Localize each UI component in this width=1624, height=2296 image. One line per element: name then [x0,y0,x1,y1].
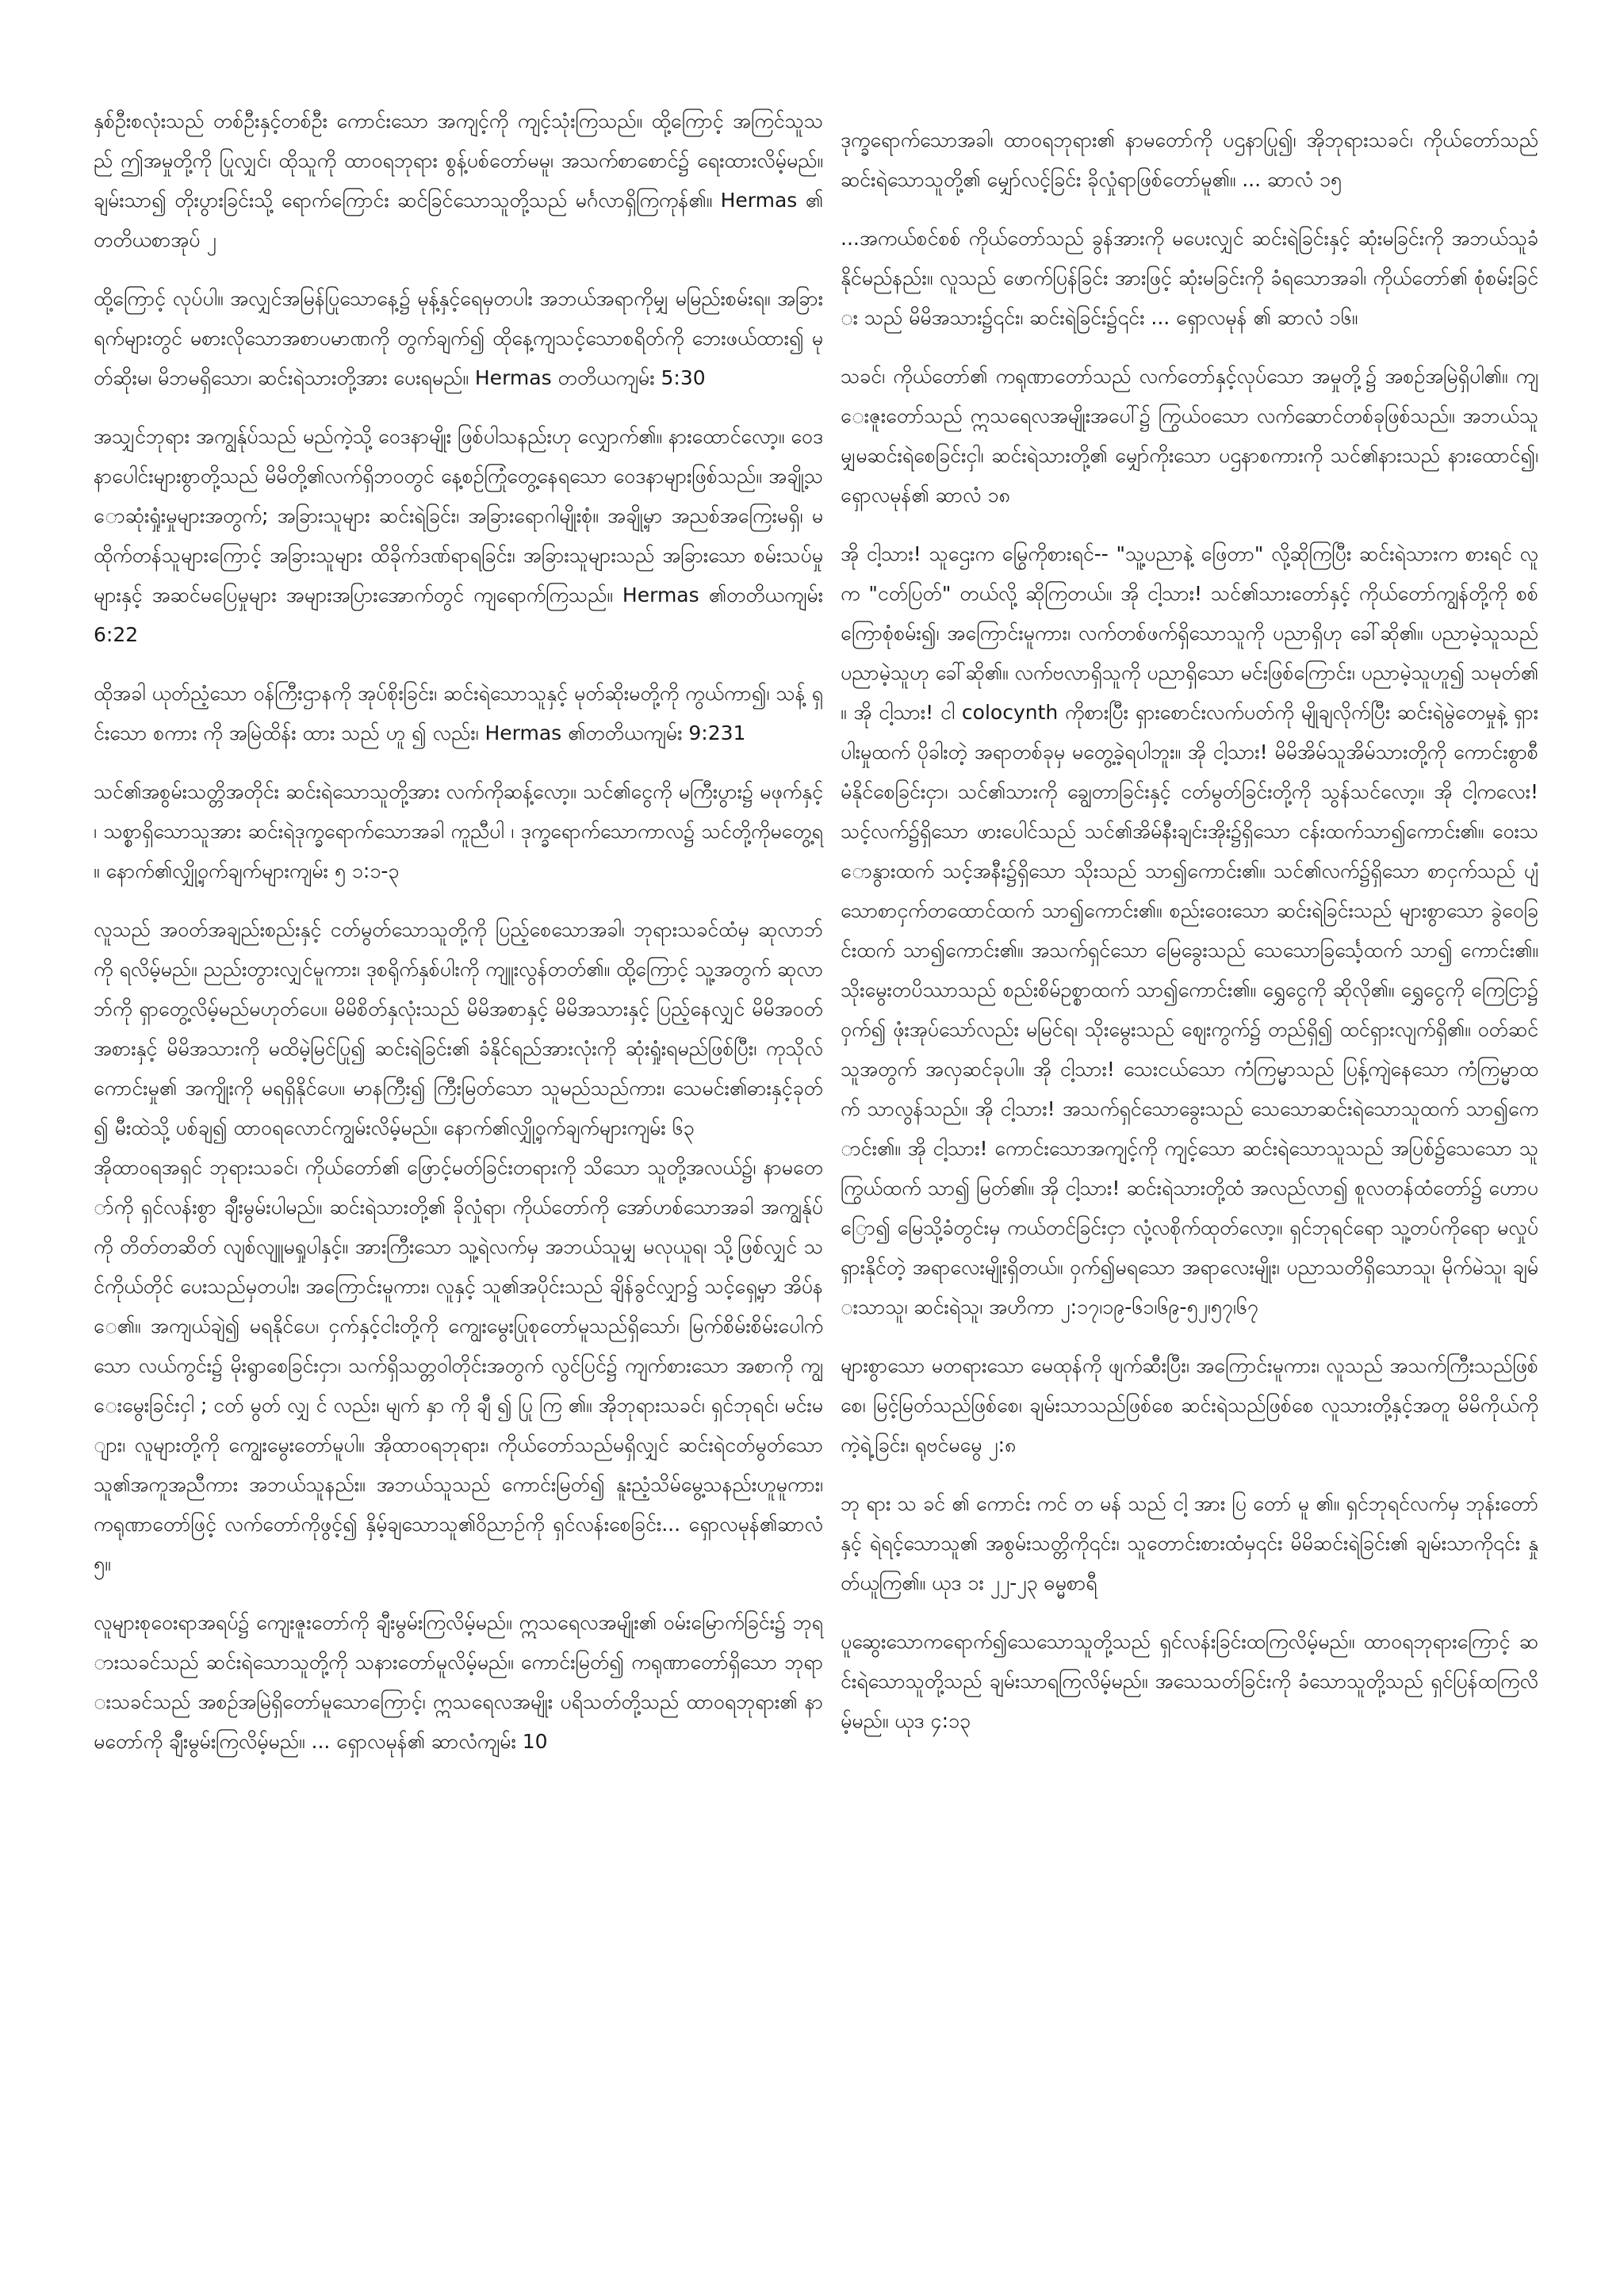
paragraph: သခင်၊ ကိုယ်တော်၏ ကရုဏာတော်သည် လက်တော်နှင့်လုပ်သော အမှုတို့၌ အစဉ်အမြဲရှိပါ၏။ ကျေးဇူးတော်သည် ဣသရေလအမျိုးအပေါ်၌ ကြွယ်ဝသော လက်ဆောင်တစ်ခုဖြစ်သည်။ အဘယ်သူမျှမဆင်းရဲစေခြင်းငှါ၊ ဆင်းရဲသားတို့၏ မျှော်ကိုးသော ပဌနာစကားကို သင်၏နားသည် နားထောင်၍၊ ရှောလမုန်၏ ဆာလံ ၁၈ [841,365,1545,507]
paragraph: နှစ်ဦးစလုံးသည် တစ်ဦးနှင့်တစ်ဦး ကောင်းသော အကျင့်ကို ကျင့်သုံးကြသည်။ ထို့ကြောင့် အကြင်သူသည် ဤအမှုတို့ကို ပြုလျှင်၊ ထိုသူကို ထာဝရဘုရား စွန့်ပစ်တော်မမူ၊ အသက်စာစောင်၌ ရေးထားလိမ့်မည်။ ချမ်းသာ၍ တိုးပွားခြင်းသို့ ရောက်ကြောင်း ဆင်ခြင်သောသူတို့သည် မင်္ဂလာရှိကြကုန်၏။ Hermas ၏တတိယစာအုပ် ၂ [94,109,829,251]
left-column [94,101,829,1781]
paragraph: လူသည် အဝတ်အချည်းစည်းနှင့် ငတ်မွတ်သောသူတို့ကို ပြည့်စေသောအခါ၊ ဘုရားသခင်ထံမှ ဆုလာဘ်ကို ရလိမ့်မည်။ ညည်းတွားလျှင်မူကား၊ ဒုစရိုက်နှစ်ပါးကို ကျူးလွန်တတ်၏။ ထို့ကြောင့် သူ့အတွက် ဆုလာဘ်ကို ရှာတွေ့လိမ့်မည်မဟုတ်ပေ။ မိမိစိတ်နှလုံးသည် မိမိအစာနှင့် မိမိအသားနှင့် ပြည့်နေလျှင် မိမိအဝတ်အစားနှင့် မိမိအသားကို မထိမဲ့မြင်ပြု၍ ဆင်းရဲခြင်း၏ ခံနိုင်ရည်အားလုံးကို ဆုံးရှုံးရမည်ဖြစ်ပြီး၊ ကုသိုလ်ကောင်းမှု၏ အကျိုးကို မရရှိနိုင်ပေ။ မာနကြီး၍ ကြီးမြတ်သော သူမည်သည်ကား၊ သေမင်း၏ဓားနှင့်ခုတ်၍ မီးထဲသို့ ပစ်ချ၍ ထာဝရလောင်ကျွမ်းလိမ့်မည်။ နောက်၏လျှို့ဝှက်ချက်များကျမ်း ၆၃ [94,918,823,1139]
paragraph: အသျှင်ဘုရား အကျွန်ုပ်သည် မည်ကဲ့သို့ ဝေဒနာမျိုး ဖြစ်ပါသနည်းဟု လျှောက်၏။ နားထောင်လော့။ ဝေဒနာပေါင်းများစွာတို့သည် မိမိတို့၏လက်ရှိဘဝတွင် နေ့စဉ်ကြုံတွေ့နေရသော ဝေဒနာများဖြစ်သည်။ အချို့သောဆုံးရှုံးမှုများအတွက်; အခြားသူများ ဆင်းရဲခြင်း၊ အခြားရောဂါမျိုးစုံ။ အချို့မှာ အညစ်အကြေးမရှိ၊ မထိုက်တန်သူများကြောင့် အခြားသူများ ထိခိုက်ဒဏ်ရာရခြင်း၊ အခြားသူများသည် အခြားသော စမ်းသပ်မှုများနှင့် အဆင်မပြေမှုများ အများအပြားအောက်တွင် ကျရောက်ကြသည်။ Hermas ၏တတိယကျမ်း 6:22 [94,425,829,646]
paragraph: များစွာသော မတရားသော မေထုန်ကို ဖျက်ဆီးပြီး၊ အကြောင်းမူကား၊ လူသည် အသက်ကြီးသည်ဖြစ်စေ၊ မြင့်မြတ်သည်ဖြစ်စေ၊ ချမ်းသာသည်ဖြစ်စေ ဆင်းရဲသည်ဖြစ်စေ လူသားတို့နှင့်အတူ မိမိကိုယ်ကို ကဲ့ရဲ့ခြင်း၊ ရုဗင်မမွေ ၂:၈ [841,1354,1545,1456]
paragraph: အိုထာဝရအရှင် ဘုရားသခင်၊ ကိုယ်တော်၏ ဖြောင့်မတ်ခြင်းတရားကို သိသော သူတို့အလယ်၌၊ နာမတော်ကို ရှင်လန်းစွာ ချီးမွမ်းပါမည်။ ဆင်းရဲသားတို့၏ ခိုလှုံရာ၊ ကိုယ်တော်ကို အော်ဟစ်သောအခါ အကျွန်ုပ်ကို တိတ်တဆိတ် လျစ်လျူမရှုပါနှင့်။ အားကြီးသော သူ့ရဲလက်မှ အဘယ်သူမျှ မလုယူရ၊ သို့ဖြစ်လျှင် သင်ကိုယ်တိုင် ပေးသည်မှတပါး၊ အကြောင်းမူကား၊ လူနှင့် သူ၏အပိုင်းသည် ချိန်ခွင်လျှာ၌ သင့်ရှေ့မှာ အိပ်နေ၏။ အကျယ်ချဲ၍ မရနိုင်ပေ၊ ငှက်နှင့်ငါးတို့ကို ကျွေးမွေးပြုစုတော်မူသည်ရှိသော်၊ မြက်စိမ်းစိမ်းပေါက်သော လယ်ကွင်း၌ မိုးရွာစေခြင်းငှာ၊ သက်ရှိသတ္တဝါတိုင်းအတွက် လွင်ပြင်၌ ကျက်စားသော အစာကို ကျွေးမွေးခြင်းငှါ ; ငတ် မွတ် လျှ င် လည်း၊ မျက် နှာ ကို ချီ ၍ ပြု ကြ ၏။ အိုဘုရားသခင်၊ ရှင်ဘုရင်၊ မင်းများ၊ လူများတို့ကို ကျွေးမွေးတော်မူပါ။ အိုထာဝရဘုရား၊ ကိုယ်တော်သည်မရှိလျှင် ဆင်းရဲငတ်မွတ်သောသူ၏အကူအညီကား အဘယ်သူနည်း။ အဘယ်သူသည် ကောင်းမြတ်၍ နူးညံ့သိမ်မွေ့သနည်းဟူမူကား၊ ကရုဏာတော်ဖြင့် လက်တော်ကိုဖွင့်၍ နှိမ့်ချသောသူ၏ဝိညာဉ်ကို ရှင်လန်းစေခြင်း... ရှောလမုန်၏ဆာလံ ၅။ [94,1156,829,1575]
paragraph: ပူဆွေးသောကရောက်၍သေသောသူတို့သည် ရှင်လန်းခြင်းထကြလိမ့်မည်။ ထာဝရဘုရားကြောင့် ဆင်းရဲသောသူတို့သည် ချမ်းသာရကြလိမ့်မည်။ အသေသတ်ခြင်းကို ခံသောသူတို့သည် ရှင်ပြန်ထကြလိမ့်မည်။ ယုဒ ၄:၁၃ [841,1630,1538,1732]
paragraph: အို ငါ့သား! သူဌေးက မြွေကိုစားရင်-- "သူ့ပညာနဲ့ ဖြေတာ" လို့ဆိုကြပြီး ဆင်းရဲသားက စားရင် လူက "ငတ်ပြတ်" တယ်လို့ ဆိုကြတယ်။ အို ငါ့သား! သင်၏သားတော်နှင့် ကိုယ်တော်ကျွန်တို့ကို စစ်ကြောစုံစမ်း၍၊ အကြောင်းမူကား၊ လက်တစ်ဖက်ရှိသောသူကို ပညာရှိဟု ခေါ်ဆို၏။ ပညာမဲ့သူသည် ပညာမဲ့သူဟု ခေါ်ဆို၏။ လက်ဗလာရှိသူကို ပညာရှိသော မင်းဖြစ်ကြောင်း၊ ပညာမဲ့သူဟူ၍ သမုတ်၏။ အို ငါ့သား! ငါ colocynth ကိုစားပြီး ရှားစောင်းလက်ပတ်ကို မျိုချလိုက်ပြီး ဆင်းရဲမွဲတေမှုနဲ့ ရှားပါးမှုထက် ပိုခါးတဲ့ အရာတစ်ခုမှ မတွေ့ခဲ့ရပါဘူး။ အို ငါ့သား! မိမိအိမ်သူအိမ်သားတို့ကို ကောင်းစွာစီမံနိုင်စေခြင်းငှာ၊ သင်၏သားကို ချွေတာခြင်းနှင့် ငတ်မွတ်ခြင်းတို့ကို သွန်သင်လော့။ အို ငါ့ကလေး! သင့်လက်၌ရှိသော ဖားပေါင်သည် သင်၏အိမ်နီးချင်းအိုး၌ရှိသော ငန်းထက်သာ၍ကောင်း၏။ ဝေးသောနွားထက် သင့်အနီး၌ရှိသော သိုးသည် သာ၍ကောင်း၏။ သင်၏လက်၌ရှိသော စာငှက်သည် ပျံသောစာငှက်တထောင်ထက် သာ၍ကောင်း၏။ စည်းဝေးသော ဆင်းရဲခြင်းသည် များစွာသော ခွဲဝေခြင်းထက် သာ၍ကောင်း၏။ အသက်ရှင်သော မြေခွေးသည် သေသောခြင်္သေ့ထက် သာ၍ ကောင်း၏။ သိုးမွေးတပိဿာသည် စည်းစိမ်ဥစ္စာထက် သာ၍ကောင်း၏။ ရွှေငွေကို ဆိုလို၏။ ရွှေငွေကို ကြေငြာ၌ ဝှက်၍ ဖုံးအုပ်သော်လည်း မမြင်ရ၊ သိုးမွေးသည် ဈေးကွက်၌ တည်ရှိ၍ ထင်ရှားလျက်ရှိ၏။ ဝတ်ဆင်သူအတွက် အလှဆင်ခုပါ။ အို ငါ့သား! သေးငယ်သော ကံကြမ္မာသည် ပြန့်ကျဲနေသော ကံကြမ္မာထက် သာလွန်သည်။ အို ငါ့သား! အသက်ရှင်သောခွေးသည် သေသောဆင်းရဲသောသူထက် သာ၍ကောင်း၏။ အို ငါ့သား! ကောင်းသောအကျင့်ကို ကျင့်သော ဆင်းရဲသောသူသည် အပြစ်၌သေသော သူကြွယ်ထက် သာ၍ မြတ်၏။ အို ငါ့သား! ဆင်းရဲသားတို့ထံ အလည်လာ၍ စူလတန်ထံတော်၌ ဟောပြော၍ မြေသို့ခံတွင်းမှ ကယ်တင်ခြင်းငှာ လုံ့လစိုက်ထုတ်လော့။ ရှင်ဘုရင်ရော သူ့တပ်ကိုရော မလှုပ်ရှားနိုင်တဲ့ အရာလေးမျိုးရှိတယ်။ ဝှက်၍မရသော အရာလေးမျိုး၊ ပညာသတိရှိသောသူ၊ မိုက်မဲသူ၊ ချမ်းသာသူ၊ ဆင်းရဲသူ၊ အဟိကာ ၂:၁၇၊၁၉-၆၁၊၆၉-၅၂၊၅၇၊၆၇ [841,542,1545,1318]
right-column [841,121,1545,1760]
paragraph: ဘု ရား သ ခင် ၏ ကောင်း ကင် တ မန် သည် ငါ့ အား ပြ တော် မူ ၏။ ရှင်ဘုရင်လက်မှ ဘုန်းတော်နှင့် ရဲရင့်သောသူ၏ အစွမ်းသတ္တိကို၎င်း၊ သူတောင်းစားထံမှ၎င်း မိမိဆင်းရဲခြင်း၏ ချမ်းသာကို၎င်း နှုတ်ယူကြ၏။ ယုဒ ၁း ၂၂-၂၃ ဓမ္မစာရီ [841,1492,1538,1594]
paragraph: လူများစုဝေးရာအရပ်၌ ကျေးဇူးတော်ကို ချီးမွမ်းကြလိမ့်မည်။ ဣသရေလအမျိုး၏ ဝမ်းမြောက်ခြင်း၌ ဘုရားသခင်သည် ဆင်းရဲသောသူတို့ကို သနားတော်မူလိမ့်မည်။ ကောင်းမြတ်၍ ကရုဏာတော်ရှိသော ဘုရားသခင်သည် အစဉ်အမြဲရှိတော်မူသောကြောင့်၊ ဣသရေလအမျိုး ပရိသတ်တို့သည် ထာဝရဘုရား၏ နာမတော်ကို ချီးမွမ်းကြလိမ့်မည်။ ... ရှောလမုန်၏ ဆာလံကျမ်း 10 [94,1611,823,1753]
paragraph: ထိုအခါ ယုတ်ညံ့သော ဝန်ကြီးဌာနကို အုပ်စိုးခြင်း၊ ဆင်းရဲသောသူနှင့် မုတ်ဆိုးမတို့ကို ကွယ်ကာ၍၊ သန့် ရှင်းသော စကား ကို အမြဲထိန်း ထား သည် ဟူ ၍ လည်း၊ Hermas ၏တတိယကျမ်း 9:231 [94,682,823,744]
paragraph: ဒုက္ခရောက်သောအခါ၊ ထာဝရဘုရား၏ နာမတော်ကို ပဌနာပြု၍၊ အိုဘုရားသခင်၊ ကိုယ်တော်သည် ဆင်းရဲသောသူတို့၏ မျှော်လင့်ခြင်း ခိုလှုံရာဖြစ်တော်မူ၏။ ... ဆာလံ ၁၅ [841,128,1545,191]
paragraph: ...အကယ်စင်စစ် ကိုယ်တော်သည် ခွန်အားကို မပေးလျှင် ဆင်းရဲခြင်းနှင့် ဆုံးမခြင်းကို အဘယ်သူခံနိုင်မည်နည်း။ လူသည် ဖောက်ပြန်ခြင်း အားဖြင့် ဆုံးမခြင်းကို ခံရသောအခါ၊ ကိုယ်တော်၏ စုံစမ်းခြင်း သည် မိမိအသား၌၎င်း၊ ဆင်းရဲခြင်း၌၎င်း ... ရှောလမုန် ၏ ဆာလံ ၁၆။ [841,227,1538,329]
paragraph: သင်၏အစွမ်းသတ္တိအတိုင်း ဆင်းရဲသောသူတို့အား လက်ကိုဆန့်လော့။ သင်၏ငွေကို မကြီးပွား၌ မဖုက်နှင့်၊ သစ္စာရှိသောသူအား ဆင်းရဲဒုက္ခရောက်သောအခါ ကူညီပါ ၊ ဒုက္ခရောက်သောကာလ၌ သင်တို့ကိုမတွေ့ရ။ နောက်၏လျှို့ဝှက်ချက်များကျမ်း ၅ ၁:၁-၃ [94,780,823,882]
paragraph: ထို့ကြောင့် လုပ်ပါ။ အလျှင်အမြန်ပြုသောနေ့၌ မုန့်နှင့်ရေမှတပါး အဘယ်အရာကိုမျှ မမြည်းစမ်းရ။ အခြားရက်များတွင် မစားလိုသောအစာပမာဏကို တွက်ချက်၍ ထိုနေ့ကျသင့်သောစရိတ်ကို ဘေးဖယ်ထား၍ မုတ်ဆိုးမ၊ မိဘမရှိသော၊ ဆင်းရဲသားတို့အား ပေးရမည်။ Hermas တတိယကျမ်း 5:30 [94,287,823,389]
